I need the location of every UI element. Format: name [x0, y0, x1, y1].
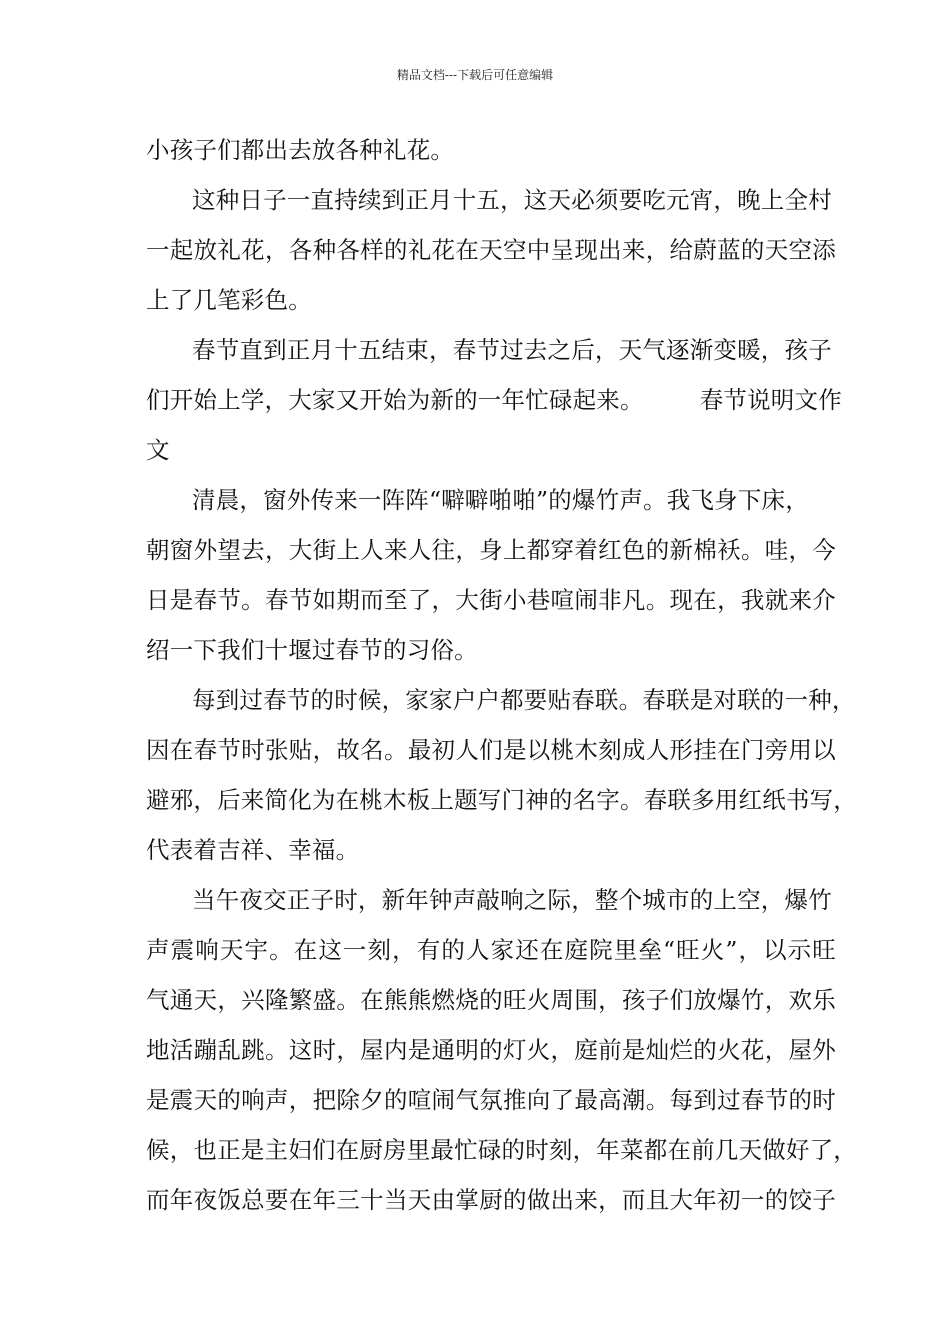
- inline-section-title: 春节说明文作: [699, 386, 842, 414]
- text-line: 气通天，兴隆繁盛。在熊熊燃烧的旺火周围，孩子们放爆竹，欢乐: [146, 986, 836, 1014]
- text-line: 当午夜交正子时，新年钟声敲响之际，整个城市的上空，爆竹: [192, 886, 832, 914]
- text-line: 小孩子们都出去放各种礼花。: [146, 136, 455, 164]
- text-line: 避邪，后来简化为在桃木板上题写门神的名字。春联多用红纸书写，: [146, 786, 857, 814]
- text-line: 日是春节。春节如期而至了，大街小巷喧闹非凡。现在，我就来介: [146, 586, 836, 614]
- page-header: 精品文档---下载后可任意编辑: [396, 68, 554, 82]
- text-line: 每到过春节的时候，家家户户都要贴春联。春联是对联的一种，: [192, 686, 856, 714]
- body-text: [146, 133, 857, 1233]
- text-line: 清晨，窗外传来一阵阵“噼噼啪啪”的爆竹声。我飞身下床，: [192, 486, 809, 514]
- text-line: 因在春节时张贴，故名。最初人们是以桃木刻成人形挂在门旁用以: [146, 736, 836, 764]
- text-line: 上了几笔彩色。: [146, 286, 312, 314]
- text-line: 声震响天宇。在这一刻，有的人家还在庭院里垒“旺火”，以示旺: [146, 936, 836, 964]
- text-line: 候，也正是主妇们在厨房里最忙碌的时刻，年菜都在前几天做好了，: [146, 1136, 857, 1164]
- text-line: 这种日子一直持续到正月十五，这天必须要吃元宵，晚上全村: [192, 186, 832, 214]
- text-line: 绍一下我们十堰过春节的习俗。: [146, 636, 478, 664]
- text-line: 是震天的响声，把除夕的喧闹气氛推向了最高潮。每到过春节的时: [146, 1086, 836, 1114]
- text-line: 春节直到正月十五结束，春节过去之后，天气逐渐变暖，孩子: [192, 336, 832, 364]
- text-line: 一起放礼花，各种各样的礼花在天空中呈现出来，给蔚蓝的天空添: [146, 236, 836, 264]
- text-line: 朝窗外望去，大街上人来人往，身上都穿着红色的新棉袄。哇，今: [146, 536, 836, 564]
- text-line: 文: [146, 436, 170, 464]
- text-line: 们开始上学，大家又开始为新的一年忙碌起来。: [146, 386, 644, 414]
- text-line: 而年夜饭总要在年三十当天由掌厨的做出来，而且大年初一的饺子: [146, 1186, 836, 1214]
- text-line-with-title: [146, 383, 842, 433]
- text-line: 地活蹦乱跳。这时，屋内是通明的灯火，庭前是灿烂的火花，屋外: [146, 1036, 836, 1064]
- text-line: 代表着吉祥、幸福。: [146, 836, 360, 864]
